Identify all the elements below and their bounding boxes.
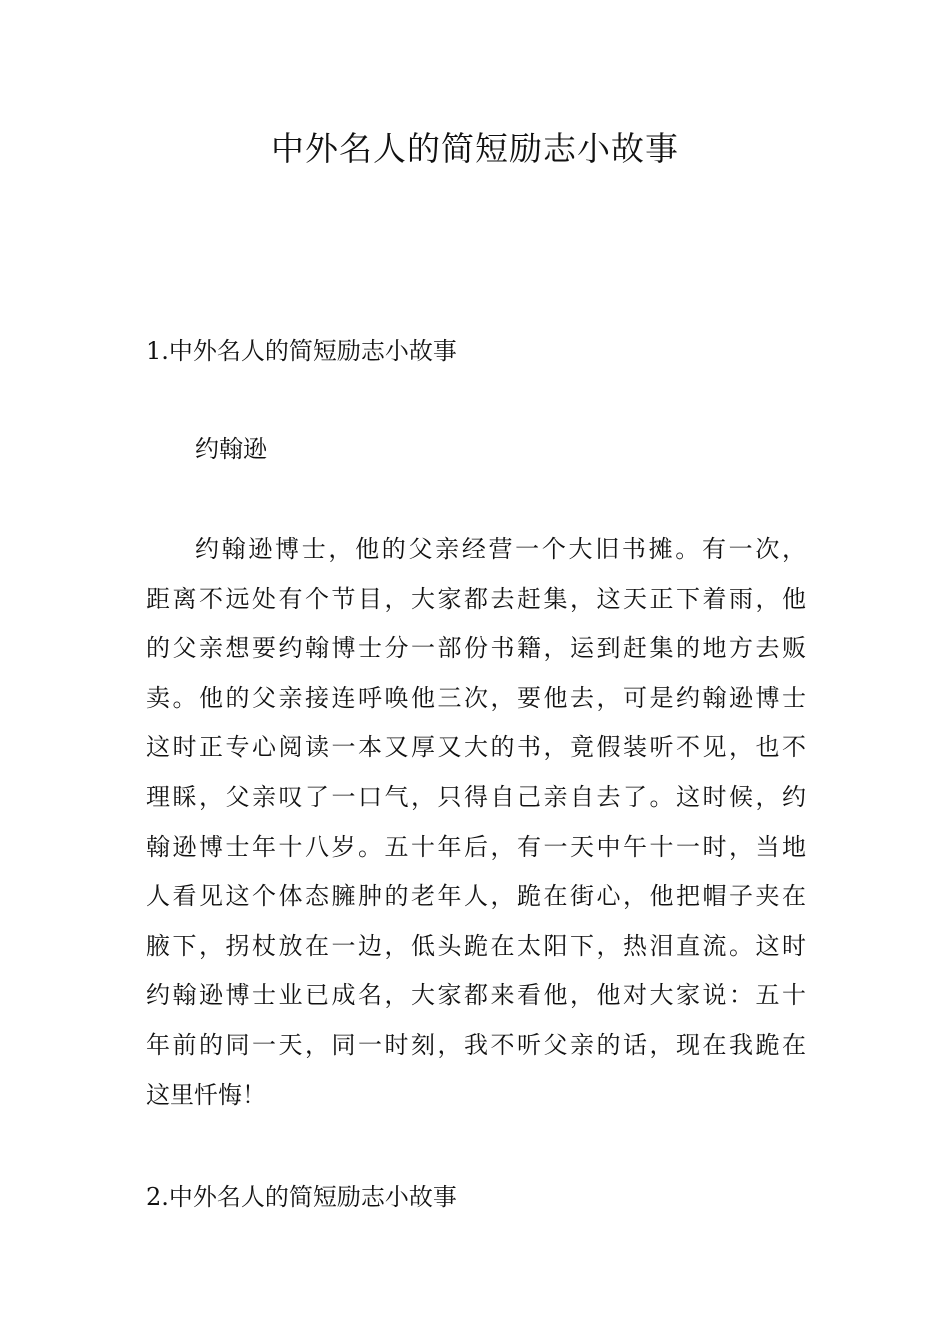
- paragraph-line: 卖。他的父亲接连呼唤他三次，要他去，可是约翰逊博士: [146, 683, 806, 712]
- paragraph-line: 约翰逊博士，他的父亲经营一个大旧书摊。有一次，: [195, 535, 806, 563]
- paragraph-line: 的父亲想要约翰博士分一部份书籍，运到赶集的地方去贩: [146, 634, 806, 663]
- paragraph-line: 距离不远处有个节目，大家都去赶集，这天正下着雨，他: [146, 584, 806, 613]
- section-heading-2: 2.中外名人的简短励志小故事: [146, 1183, 457, 1211]
- story-paragraph: [146, 530, 806, 1125]
- paragraph-line: 年前的同一天，同一时刻，我不听父亲的话，现在我跪在: [146, 1030, 806, 1059]
- paragraph-line: 约翰逊博士业已成名，大家都来看他，他对大家说：五十: [146, 981, 806, 1010]
- paragraph-line: 腋下，拐杖放在一边，低头跪在太阳下，热泪直流。这时: [146, 931, 806, 960]
- paragraph-line: 翰逊博士年十八岁。五十年后，有一天中午十一时，当地: [146, 832, 806, 861]
- section-heading-1: 1.中外名人的简短励志小故事: [146, 337, 457, 365]
- paragraph-line: 理睬，父亲叹了一口气，只得自己亲自去了。这时候，约: [146, 782, 806, 811]
- paragraph-line: 这里忏悔！: [146, 1080, 266, 1109]
- story-subtitle: 约翰逊: [195, 435, 267, 463]
- paragraph-line: 这时正专心阅读一本又厚又大的书，竟假装听不见，也不: [146, 733, 806, 762]
- document-title: 中外名人的简短励志小故事: [271, 129, 679, 168]
- paragraph-line: 人看见这个体态臃肿的老年人，跪在街心，他把帽子夹在: [146, 882, 806, 911]
